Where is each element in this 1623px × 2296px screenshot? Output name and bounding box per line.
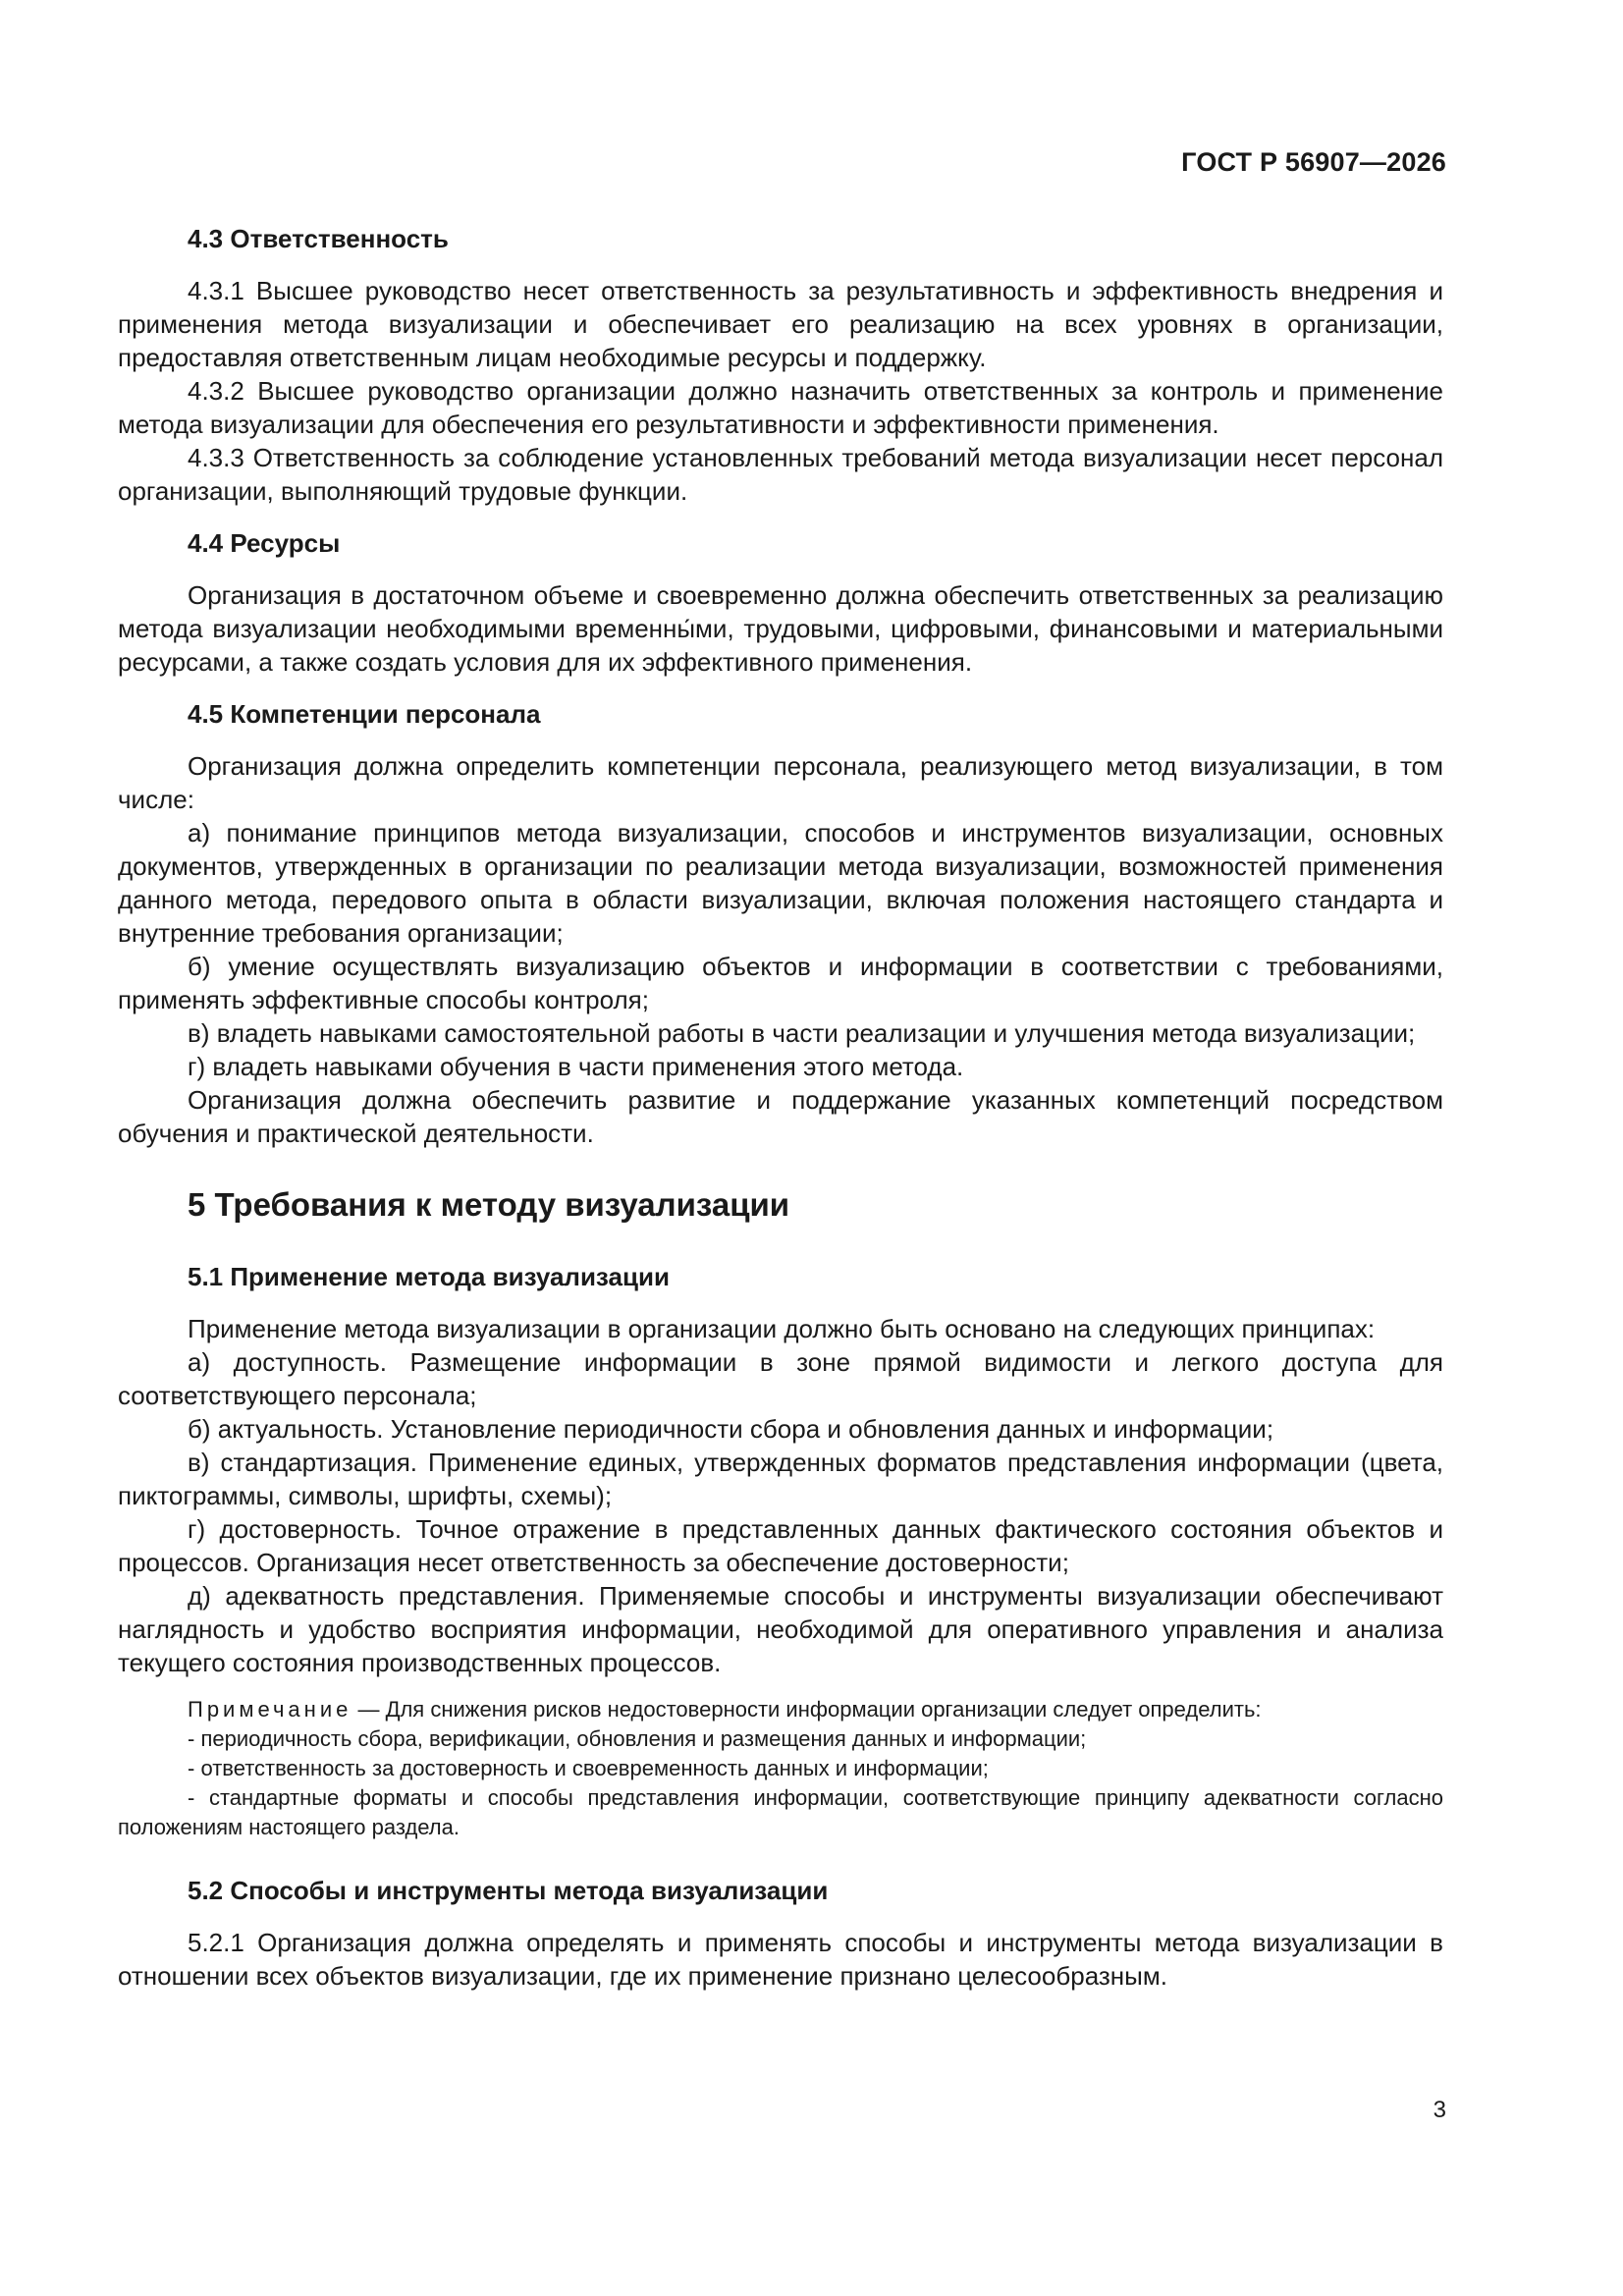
- paragraph-4-4: Организация в достаточном объеме и своевременно должна обеспечить ответственных за реализацию метода визуализации необходимыми временны́ми, трудовыми, цифровыми, финансовыми и материальными ресурсами, а также создать условия для их эффективного применения.: [118, 580, 1443, 677]
- note-text: — Для снижения рисков недостоверности информации организации следует определить:: [352, 1697, 1262, 1722]
- note-line-2: - ответственность за достоверность и своевременность данных и информации;: [188, 1756, 989, 1780]
- document-body: [118, 222, 1443, 1993]
- paragraph-5-2-1: 5.2.1 Организация должна определять и применять способы и инструменты метода визуализации в отношении всех объектов визуализации, где их применение признано целесообразным.: [118, 1928, 1443, 1991]
- list-item-5-1-d: г) достоверность. Точное отражение в представленных данных фактического состояния объектов и процессов. Организация несет ответственность за обеспечение достоверности;: [118, 1514, 1443, 1577]
- heading-5-1: 5.1 Применение метода визуализации: [188, 1262, 670, 1291]
- paragraph-4-3-1: 4.3.1 Высшее руководство несет ответственность за результативность и эффективность внедрения и применения метода визуализации и обеспечивает его реализацию на всех уровнях в организации, предоставляя ответственным лицам необходимые ресурсы и поддержку.: [118, 276, 1443, 372]
- paragraph-4-5-intro: Организация должна определить компетенции персонала, реализующего метод визуализации, в том числе:: [118, 751, 1443, 814]
- heading-4-4: 4.4 Ресурсы: [188, 528, 341, 558]
- page-number: 3: [1433, 2097, 1446, 2123]
- paragraph-4-5-outro: Организация должна обеспечить развитие и поддержание указанных компетенций посредством обучения и практической деятельности.: [118, 1085, 1443, 1148]
- heading-5-2: 5.2 Способы и инструменты метода визуализации: [188, 1876, 829, 1905]
- list-item-5-1-a: а) доступность. Размещение информации в зоне прямой видимости и легкого доступа для соответствующего персонала;: [118, 1347, 1443, 1410]
- paragraph-4-3-2: 4.3.2 Высшее руководство организации должно назначить ответственных за контроль и применение метода визуализации для обеспечения его результативности и эффективности применения.: [118, 376, 1443, 439]
- heading-5: 5 Требования к методу визуализации: [188, 1186, 790, 1223]
- list-item-4-5-b: б) умение осуществлять визуализацию объектов и информации в соответствии с требованиями, применять эффективные способы контроля;: [118, 952, 1443, 1014]
- list-item-4-5-d: г) владеть навыками обучения в части применения этого метода.: [188, 1052, 964, 1081]
- document-code: ГОСТ Р 56907—2026: [1181, 147, 1446, 177]
- paragraph-5-1-intro: Применение метода визуализации в организации должно быть основано на следующих принципах:: [188, 1314, 1376, 1343]
- note-block: [118, 1695, 1443, 1842]
- note-first-line: [118, 1695, 1443, 1724]
- list-item-5-1-b: б) актуальность. Установление периодичности сбора и обновления данных и информации;: [188, 1414, 1274, 1444]
- heading-4-5: 4.5 Компетенции персонала: [188, 699, 541, 729]
- heading-4-3: 4.3 Ответственность: [188, 224, 449, 253]
- list-item-5-1-e: д) адекватность представления. Применяемые способы и инструменты визуализации обеспечивают наглядность и удобство восприятия информации, необходимой для оперативного управления и анализа текущего состояния производственных процессов.: [118, 1581, 1443, 1677]
- paragraph-4-3-3: 4.3.3 Ответственность за соблюдение установленных требований метода визуализации несет персонал организации, выполняющий трудовые функции.: [118, 443, 1443, 506]
- list-item-4-5-a: а) понимание принципов метода визуализации, способов и инструментов визуализации, основных документов, утвержденных в организации по реализации метода визуализации, возможностей применения данного метода, передового опыта в области визуализации, включая положения настоящего стандарта и внутренние требования организации;: [118, 818, 1443, 948]
- list-item-5-1-c: в) стандартизация. Применение единых, утвержденных форматов представления информации (цвета, пиктограммы, символы, шрифты, схемы);: [118, 1448, 1443, 1510]
- note-line-3: - стандартные форматы и способы представления информации, соответствующие принципу адекватности согласно положениям настоящего раздела.: [118, 1785, 1443, 1839]
- note-line-1: - периодичность сбора, верификации, обновления и размещения данных и информации;: [188, 1726, 1087, 1751]
- note-label: Примечание: [188, 1697, 352, 1722]
- list-item-4-5-c: в) владеть навыками самостоятельной работы в части реализации и улучшения метода визуализации;: [188, 1018, 1416, 1048]
